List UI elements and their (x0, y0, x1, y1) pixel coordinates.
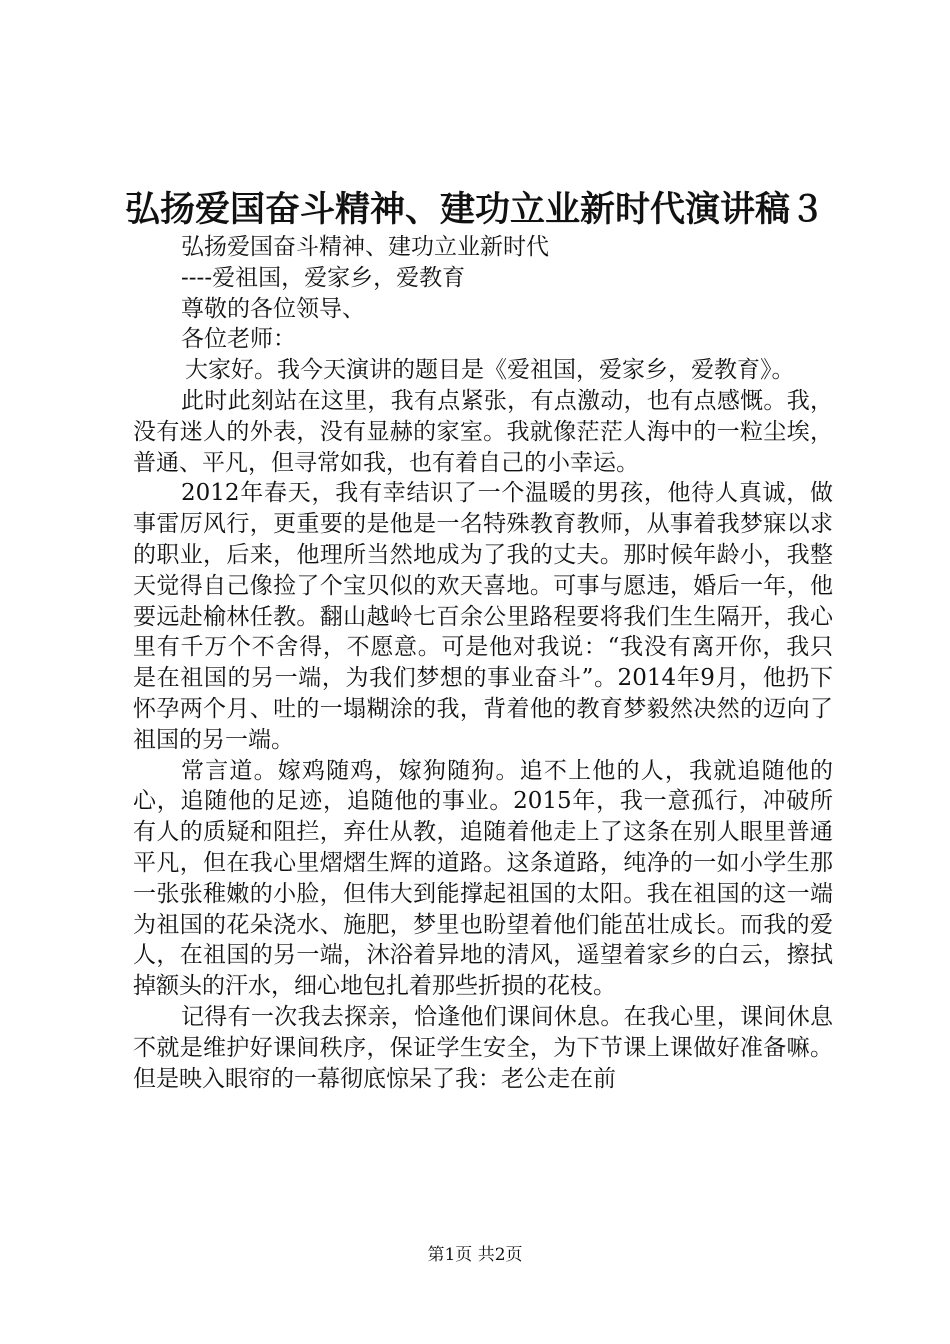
paragraph-2012: 2012年春天，我有幸结识了一个温暖的男孩，他待人真诚，做事雷厉风行，更重要的是他是一名特殊教育教师，从事着我梦寐以求的职业，后来，他理所当然地成为了我的丈夫。那时候年龄小，我整天觉得自己像捡了个宝贝似的欢天喜地。可事与愿违，婚后一年，他要远赴榆林任教。翻山越岭七百余公里路程要将我们生生隔开，我心里有千万个不舍得，不愿意。可是他对我说：“我没有离开你，我只是在祖国的另一端，为我们梦想的事业奋斗”。2014年9月，他扔下怀孕两个月、吐的一塌糊涂的我，背着他的教育梦毅然决然的迈向了祖国的另一端。 (133, 480, 833, 753)
paragraph-intro: 此时此刻站在这里，我有点紧张，有点激动，也有点感慨。我，没有迷人的外表，没有显赫的家室。我就像茫茫人海中的一粒尘埃，普通、平凡，但寻常如我，也有着自己的小幸运。 (133, 387, 833, 476)
subtitle-line: 弘扬爱国奋斗精神、建功立业新时代 (181, 234, 549, 260)
paragraph-greeting: 大家好。我今天演讲的题目是《爱祖国，爱家乡，爱教育》。 (185, 357, 795, 384)
paragraph-visit: 记得有一次我去探亲，恰逢他们课间休息。在我心里，课间休息不就是维护好课间秩序，保证学生安全，为下节课上课做好准备嘛。但是映入眼帘的一幕彻底惊呆了我：老公走在前 (133, 1003, 833, 1092)
salutation-leaders: 尊敬的各位领导、 (181, 295, 365, 322)
subtitle-dash-line: ----爱祖国，爱家乡，爱教育 (181, 264, 466, 291)
document-body (133, 232, 833, 1094)
paragraph-follow: 常言道。嫁鸡随鸡，嫁狗随狗。追不上他的人，我就追随他的心，追随他的足迹，追随他的事业。2015年，我一意孤行，冲破所有人的质疑和阻拦，弃仕从教，追随着他走上了这条在别人眼里普通平凡，但在我心里熠熠生辉的道路。这条道路，纯净的一如小学生那一张张稚嫩的小脸，但伟大到能撑起祖国的太阳。我在祖国的这一端为祖国的花朵浇水、施肥，梦里也盼望着他们能茁壮成长。而我的爱人，在祖国的另一端，沐浴着异地的清风，遥望着家乡的白云，擦拭掉额头的汗水，细心地包扎着那些折损的花枝。 (133, 757, 833, 1000)
salutation-teachers: 各位老师： (181, 326, 296, 353)
page-footer: 第1页 共2页 (427, 1245, 523, 1265)
document-title: 弘扬爱国奋斗精神、建功立业新时代演讲稿３ (124, 189, 825, 230)
